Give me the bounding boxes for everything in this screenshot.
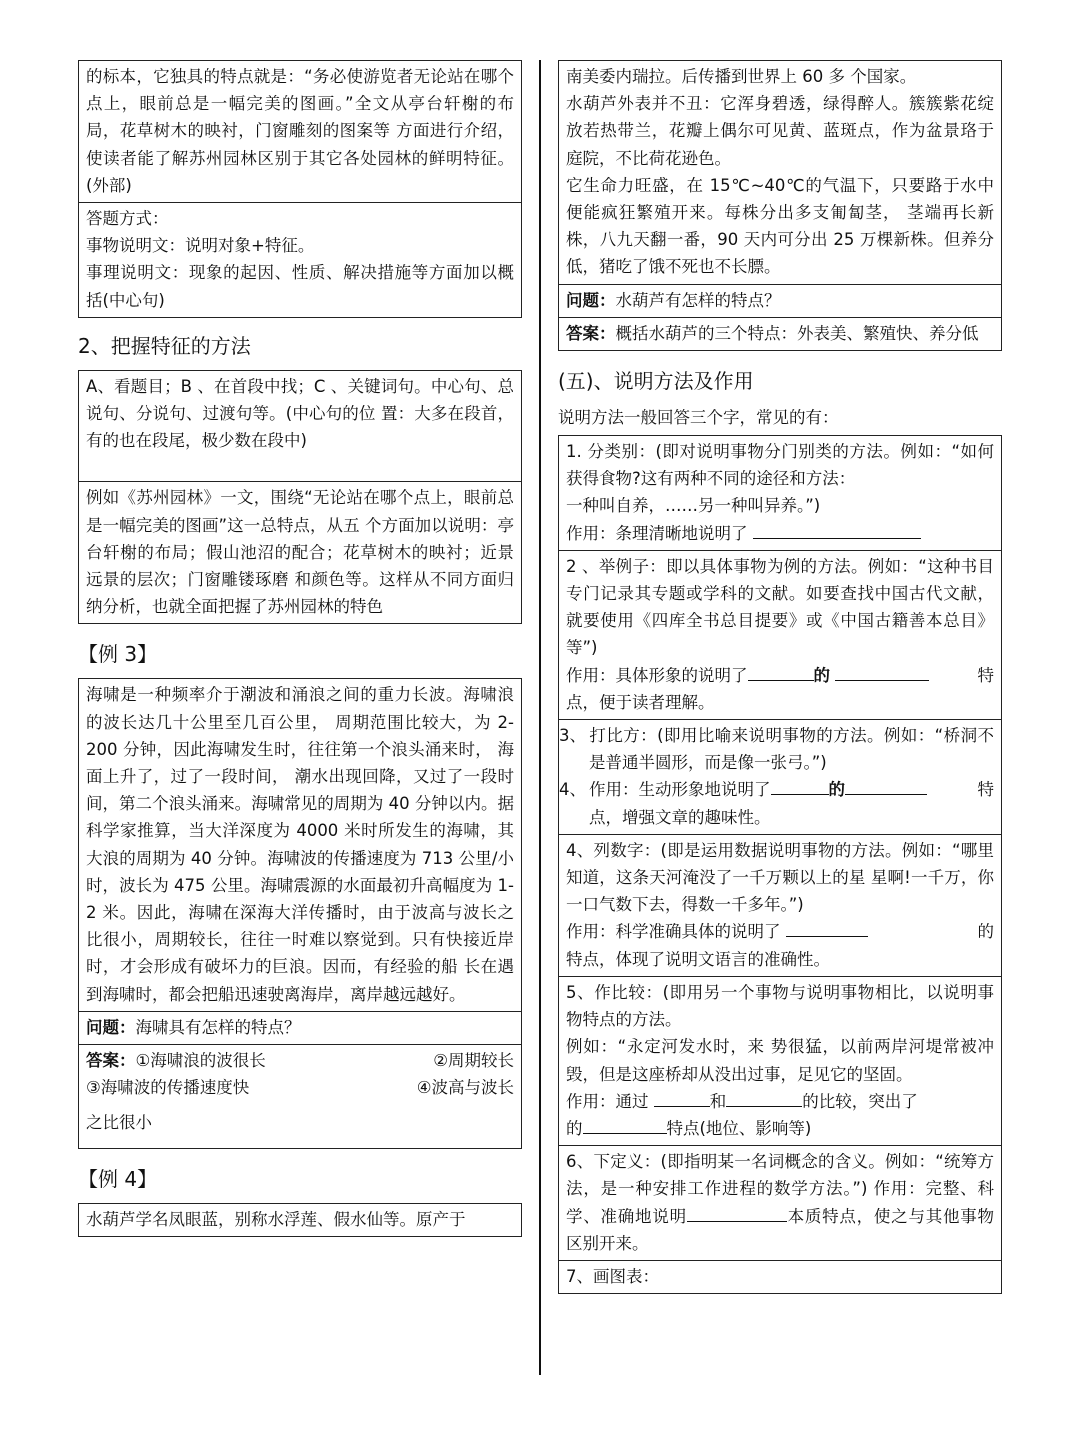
method-example-text: 2 、举例子：即以具体事物为例的方法。例如：“这种书目专门记录其专题或学科的文献。如要查找中国古代文献，就要使用《四库全书总目提要》或《中国古籍善本总目》等”) (566, 556, 994, 658)
question-label: 问题： (566, 290, 616, 310)
section-heading-2: 2、把握特征的方法 (78, 333, 251, 358)
connector-de: 的 (566, 1118, 583, 1138)
suzhou-garden-summary: 的标本，它独具的特点就是：“务必使游览者无论站在哪个点上，眼前总是一幅完美的图画。”全文从亭台轩榭的布局，花草树木的映衬，门窗雕刻的图案等 方面进行介绍，使读者能了解苏州园林区别于其它各处园林的鲜明特征。(外部) (86, 67, 514, 195)
answer-blank[interactable] (726, 1088, 802, 1107)
tsunami-answer-box (78, 1045, 522, 1149)
method-analogy-box (558, 720, 1002, 835)
answer-blank[interactable] (786, 918, 868, 937)
question-label: 问题： (86, 1017, 136, 1037)
answer-blank[interactable] (748, 662, 814, 681)
method-definition-text-2: 本质特点，使之与其他事物区别开来。 (566, 1206, 995, 1253)
connector-de: 的 (828, 780, 845, 800)
connector-de: 的 (813, 665, 830, 685)
feature-method-box (78, 370, 522, 483)
method-numbers-use-2: 特点，体现了说明文语言的准确性。 (566, 949, 830, 969)
water-hyacinth-intro-box (78, 1203, 522, 1237)
method-compare-example: 例如：“永定河发水时，来 势很猛，以前两岸河堤常被冲毁，但是这座桥却从没出过事，足见它的坚固。 (566, 1037, 994, 1084)
method-compare-text: 5、作比较：(即用另一个事物与说明事物相比，以说明事物特点的方法。 (566, 982, 994, 1030)
tsunami-passage-box (78, 678, 522, 1011)
answer-blank[interactable] (835, 662, 929, 681)
item-number: 4、 (559, 780, 586, 800)
method-example-box (558, 551, 1002, 720)
answer-method-line1: 事物说明文：说明对象+特征。 (86, 236, 315, 256)
answer-label: 答案： (566, 323, 616, 343)
water-hyacinth-question-box (558, 285, 1002, 318)
tsunami-answer-2: ②周期较长 (433, 1051, 514, 1071)
method-compare-use-mid: 的比较，突出了 (802, 1091, 918, 1111)
tsunami-question-box (78, 1012, 522, 1045)
suzhou-example-text: 例如《苏州园林》一文，围绕“无论站在哪个点上，眼前总是一幅完美的图画”这一总特点，从五 个方面加以说明：亭台轩榭的布局；假山池沼的配合；花草树木的映衬；近景远景的层次；门窗雕镂琢磨 和颜色等。这样从不同方面归纳分析，也就全面把握了苏州园林的特色 (86, 488, 514, 617)
method-compare-use-end: 特点(地位、影响等) (666, 1118, 812, 1138)
example-4-heading: 【例 4】 (78, 1166, 158, 1191)
suzhou-garden-summary-box (78, 60, 522, 203)
water-hyacinth-p2: 水葫芦外表并不丑：它浑身碧透，绿得醉人。簇簇紫花绽放若热带兰，花瓣上偶尔可见黄、蓝斑点，作为盆景珞于庭院，不比荷花逊色。 (566, 94, 994, 168)
method-chart-box (558, 1261, 1002, 1294)
method-analogy-use-2: 点，增强文章的趣味性。 (589, 807, 771, 827)
answer-method-box (78, 203, 522, 318)
method-analogy-text: 打比方：(即用比喻来说明事物的方法。例如：“桥洞不是普通半圆形，而是像一张弓。”) (589, 726, 994, 773)
water-hyacinth-passage-box (558, 60, 1002, 285)
answer-blank[interactable] (771, 776, 829, 795)
left-column (78, 60, 522, 1237)
method-example-use-end: 特 (977, 665, 994, 685)
example-3-heading: 【例 3】 (78, 642, 158, 667)
method-definition-box (558, 1146, 1002, 1261)
right-column (558, 60, 1002, 1294)
method-analogy-use: 作用：生动形象地说明了 (589, 780, 771, 800)
method-numbers-use: 作用：科学准确具体的说明了 (566, 922, 781, 942)
tsunami-answer-4: ④波高与波长 (416, 1078, 514, 1098)
answer-label: 答案： (86, 1051, 136, 1071)
water-hyacinth-intro: 水葫芦学名凤眼蓝，别称水浮莲、假水仙等。原产于 (86, 1209, 466, 1229)
tsunami-answer-3: ③海啸波的传播速度快 (86, 1078, 250, 1098)
method-classify-box (558, 435, 1002, 551)
section-heading-5: (五)、说明方法及作用 (558, 369, 754, 394)
method-numbers-text: 4、列数字：(即是运用数据说明事物的方法。例如：“哪里知道，这条天河淹没了一千万颗以上的星 星啊!一千万，你一口气数下去，得数一千多年。”) (566, 840, 994, 915)
tsunami-passage: 海啸是一种频率介于潮波和涌浪之间的重力长波。海啸浪的波长达几十公里至几百公里， 周期范围比较大，为 2-200 分钟，因此海啸发生时，往往第一个浪头涌来时， 海面上升了，过了一段时间， 潮水出现回降，又过了一段时间，第二个浪头涌来。海啸常见的周期为 40 分钟以内。据科学家推算，当大洋深度为 4000 米时所发生的海啸，其大浪的周期为 40 分钟。海啸波的传播速度为 713 公里/小时，波长为 475 公里。海啸震源的水面最初升高幅度为 1-2 米。因此，海啸在深海大洋传播时，由于波高与波长之比很小，周期较长，往往一时难以察觉到。只有快接近岸时，才会形成有破坏力的巨浪。因而，有经验的船 长在遇到海啸时，都会把船迅速驶离海岸，离岸越远越好。 (86, 685, 514, 1004)
water-hyacinth-p3: 它生命力旺盛，在 15℃~40℃的气温下，只要路于水中便能疯狂繁殖开来。每株分出多支匍匐茎， 茎端再长新株，八九天翻一番，90 天内可分出 25 万棵新株。但养分低，猪吃了饿不死也不长膘。 (566, 175, 994, 277)
suzhou-example-box (78, 482, 522, 624)
method-analogy-use-end: 特 (977, 780, 994, 800)
method-classify-use: 作用：条理清晰地说明了 (566, 523, 748, 543)
tsunami-answer-1: ①海啸浪的波很长 (135, 1051, 266, 1071)
tsunami-answer-5: 之比很小 (86, 1112, 152, 1132)
method-classify-text-2: 一种叫自养，……另一种叫异养。”) (566, 496, 821, 516)
answer-blank[interactable] (654, 1088, 710, 1107)
answer-blank[interactable] (845, 776, 927, 795)
water-hyacinth-answer-box (558, 318, 1002, 351)
method-classify-text: 1. 分类别：(即对说明事物分门别类的方法。例如：“如何获得食物?这有两种不同的途径和方法： (566, 442, 994, 489)
water-hyacinth-p1: 南美委内瑞拉。后传播到世界上 60 多 个国家。 (566, 67, 917, 86)
answer-method-title: 答题方式： (86, 209, 169, 229)
item-number: 3、 (559, 726, 586, 746)
method-example-use-2: 点，便于读者理解。 (566, 692, 715, 712)
method-example-use: 作用：具体形象的说明了 (566, 665, 748, 685)
answer-blank[interactable] (687, 1203, 787, 1222)
methods-intro: 说明方法一般回答三个字，常见的有： (558, 408, 839, 428)
connector-he: 和 (709, 1091, 727, 1111)
method-chart-text: 7、画图表： (566, 1266, 659, 1286)
answer-method-line2: 事理说明文：现象的起因、性质、解决措施等方面加以概括(中心句) (86, 263, 514, 310)
method-compare-use: 作用：通过 (566, 1091, 649, 1111)
column-divider (539, 60, 541, 1375)
feature-method-text: A、看题目；B 、在首段中找；C 、关键词句。中心句、总说句、分说句、过渡句等。(中心句的位 置：大多在段首，有的也在段尾，极少数在段中) (86, 376, 514, 451)
tsunami-question: 海啸具有怎样的特点？ (135, 1017, 301, 1037)
answer-blank[interactable] (583, 1115, 667, 1134)
answer-blank[interactable] (753, 520, 921, 539)
method-compare-box (558, 977, 1002, 1146)
method-numbers-box (558, 835, 1002, 977)
water-hyacinth-answer: 概括水葫芦的三个特点：外表美、繁殖快、养分低 (615, 323, 979, 343)
method-definition-text: 6、下定义：(即指明某一名词概念的含义。例如：“统筹方法，是一种安排工作进程的数学方法。”) 作用：完整、科学、准确地说明 (566, 1152, 994, 1226)
connector-de: 的 (977, 922, 994, 942)
water-hyacinth-question: 水葫芦有怎样的特点？ (615, 290, 781, 310)
